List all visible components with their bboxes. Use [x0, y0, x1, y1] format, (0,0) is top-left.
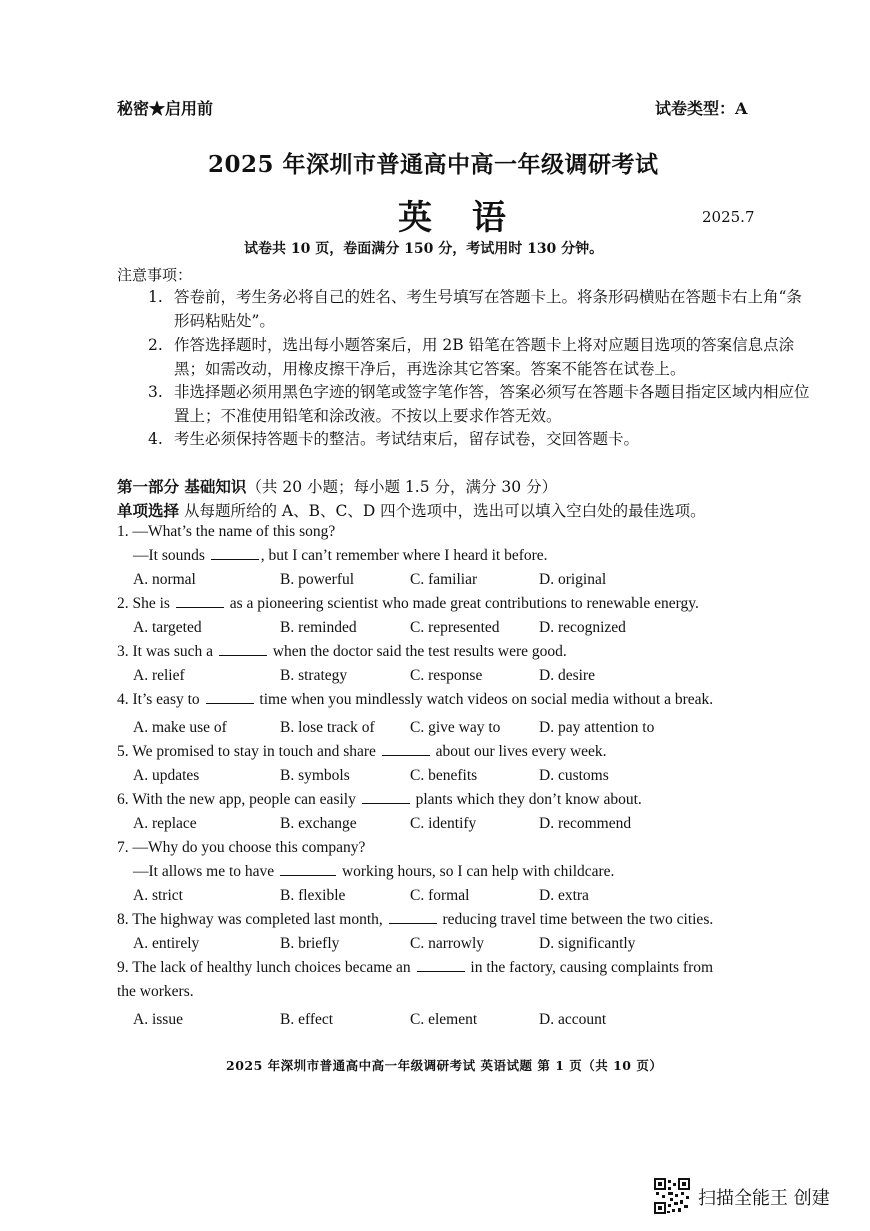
option-d: D. recognized: [539, 619, 626, 636]
question-stem: [117, 643, 567, 661]
section-instructions: [117, 499, 706, 521]
option-a: A. entirely: [133, 935, 200, 952]
option-b: B. effect: [280, 1011, 334, 1028]
question-stem: [117, 743, 607, 761]
stem-part: , but I can’t remember where I heard it before.: [260, 547, 548, 564]
stem-part: 2. She is: [117, 595, 170, 612]
stem-part: 6. With the new app, people can easily: [117, 791, 356, 808]
option-b: B. exchange: [280, 815, 357, 832]
note-number: 3.: [148, 383, 163, 401]
option-d: D. desire: [539, 667, 595, 684]
option-c: C. familiar: [410, 571, 478, 588]
section-title: [117, 475, 557, 497]
answer-blank: [219, 643, 267, 656]
note-text: 非选择题必须用黑色字迹的钢笔或签字笔作答，答案必须写在答题卡各题目指定区域内相应位置上；不准使用铅笔和涂改液。不按以上要求作答无效。: [174, 383, 810, 425]
option-b: B. powerful: [280, 571, 355, 588]
option-c: C. response: [410, 667, 483, 684]
option-a: A. relief: [133, 667, 185, 684]
option-c: C. narrowly: [410, 935, 485, 952]
stem-part: in the factory, causing complaints from: [470, 959, 714, 976]
note-text: 答卷前，考生务必将自己的姓名、考生号填写在答题卡上。将条形码横贴在答题卡右上角“条形码粘贴处”。: [174, 288, 802, 330]
confidential-label: 秘密★启用前: [117, 99, 214, 118]
answer-blank: [280, 863, 336, 876]
question-stem: [117, 791, 642, 809]
answer-blank: [206, 691, 254, 704]
option-b: B. reminded: [280, 619, 357, 636]
note-number: 4.: [148, 430, 163, 448]
option-d: D. account: [539, 1011, 607, 1028]
answer-blank: [362, 791, 410, 804]
option-d: D. significantly: [539, 935, 636, 952]
stem-part: working hours, so I can help with childcare.: [341, 863, 615, 880]
answer-blank: [389, 911, 437, 924]
stem-part: time when you mindlessly watch videos on social media without a break.: [259, 691, 714, 708]
question-stem-line2: the workers.: [117, 983, 194, 1000]
question-stem: 1. —What’s the name of this song?: [117, 523, 336, 540]
exam-info: 试卷共 10 页，卷面满分 150 分，考试用时 130 分钟。: [244, 241, 604, 257]
subject-title: 英 语: [398, 198, 520, 238]
stem-part: 3. It was such a: [117, 643, 213, 660]
question-stem-line2: [133, 863, 614, 881]
section-title-rest: （共 20 小题；每小题 1.5 分，满分 30 分）: [246, 478, 558, 496]
option-a: A. updates: [133, 767, 200, 784]
note-number: 2.: [148, 336, 163, 354]
option-d: D. pay attention to: [539, 719, 655, 736]
stem-part: 9. The lack of healthy lunch choices became an: [117, 959, 411, 976]
question-stem: [117, 959, 713, 977]
option-d: D. extra: [539, 887, 589, 904]
page-footer: 2025 年深圳市普通高中高一年级调研考试 英语试题 第 1 页（共 10 页）: [226, 1058, 663, 1073]
option-c: C. represented: [410, 619, 500, 636]
note-number: 1.: [148, 288, 163, 306]
question-stem: 7. —Why do you choose this company?: [117, 839, 366, 856]
note-text: 考生必须保持答题卡的整洁。考试结束后，留存试卷，交回答题卡。: [174, 430, 640, 448]
question-stem: [117, 595, 699, 613]
option-a: A. normal: [133, 571, 196, 588]
option-a: A. replace: [133, 815, 197, 832]
note-item: [148, 380, 814, 428]
option-a: A. issue: [133, 1011, 183, 1028]
option-c: C. give way to: [410, 719, 501, 736]
option-c: C. element: [410, 1011, 478, 1028]
exam-date: 2025.7: [702, 208, 755, 226]
option-a: A. targeted: [133, 619, 202, 636]
stem-part: 4. It’s easy to: [117, 691, 200, 708]
option-b: B. briefly: [280, 935, 340, 952]
stem-part: reducing travel time between the two cities.: [442, 911, 714, 928]
question-stem-line2: [133, 547, 548, 565]
note-item: [148, 285, 814, 333]
answer-blank: [211, 547, 259, 560]
note-item: [148, 333, 814, 381]
option-b: B. lose track of: [280, 719, 375, 736]
stem-part: —It allows me to have: [133, 863, 275, 880]
option-c: C. formal: [410, 887, 470, 904]
option-b: B. flexible: [280, 887, 346, 904]
option-a: A. make use of: [133, 719, 227, 736]
option-c: C. identify: [410, 815, 477, 832]
notes-heading: 注意事项：: [117, 266, 193, 284]
stem-part: plants which they don’t know about.: [415, 791, 642, 808]
note-text: 作答选择题时，选出每小题答案后，用 2B 铅笔在答题卡上将对应题目选项的答案信息点涂黑；如需改动，用橡皮擦干净后，再选涂其它答案。答案不能答在试卷上。: [174, 336, 795, 378]
section-title-bold: 第一部分 基础知识: [117, 477, 247, 496]
question-stem: [117, 691, 713, 709]
option-c: C. benefits: [410, 767, 478, 784]
answer-blank: [382, 743, 430, 756]
stem-part: 5. We promised to stay in touch and share: [117, 743, 376, 760]
question-stem: [117, 911, 713, 929]
stem-part: about our lives every week.: [435, 743, 607, 760]
exam-title: 2025 年深圳市普通高中高一年级调研考试: [208, 151, 659, 178]
option-d: D. recommend: [539, 815, 632, 832]
option-b: B. strategy: [280, 667, 348, 684]
stem-part: 8. The highway was completed last month,: [117, 911, 383, 928]
option-a: A. strict: [133, 887, 183, 904]
note-item: [148, 427, 814, 451]
qr-code-icon: [654, 1178, 690, 1214]
option-d: D. customs: [539, 767, 609, 784]
stem-part: —It sounds: [133, 547, 205, 564]
scanner-watermark-text: 扫描全能王 创建: [698, 1188, 830, 1209]
instructions-bold: 单项选择: [117, 501, 180, 520]
answer-blank: [417, 959, 465, 972]
answer-blank: [176, 595, 224, 608]
stem-part: as a pioneering scientist who made great contributions to renewable energy.: [229, 595, 699, 612]
option-d: D. original: [539, 571, 607, 588]
instructions-rest: 从每题所给的 A、B、C、D 四个选项中，选出可以填入空白处的最佳选项。: [179, 502, 706, 520]
option-b: B. symbols: [280, 767, 350, 784]
paper-type-label: 试卷类型：A: [655, 99, 748, 118]
stem-part: when the doctor said the test results were good.: [272, 643, 567, 660]
